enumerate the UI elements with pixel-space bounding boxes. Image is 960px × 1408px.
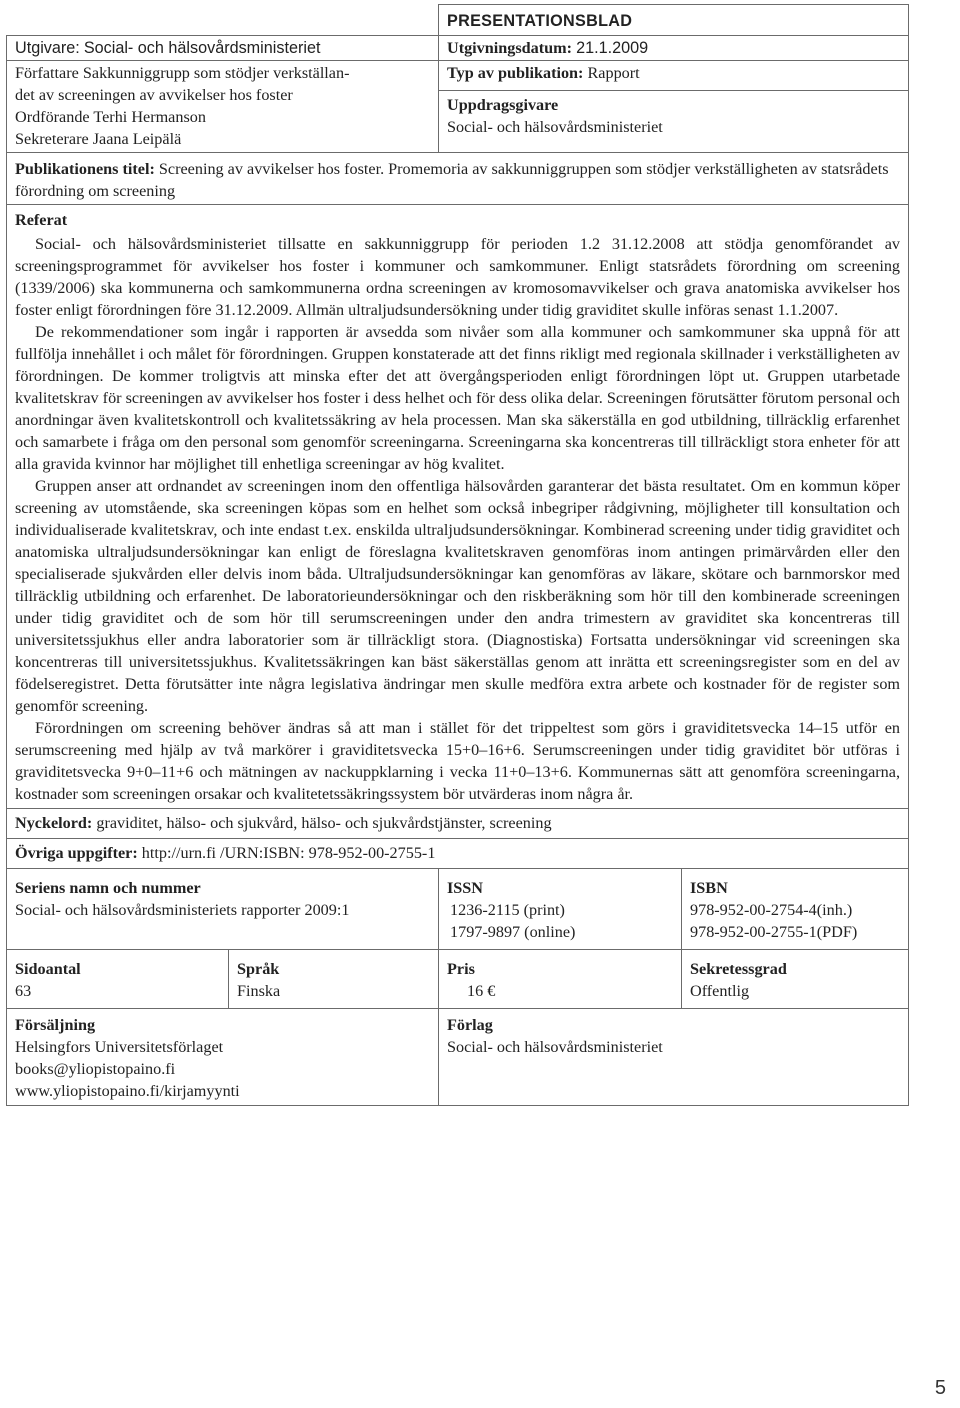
date-cell [439,36,909,61]
pages-cell [7,950,229,1009]
confidentiality-value: Offentlig [690,982,750,1000]
language-value: Finska [237,982,281,1000]
page-number: 5 [934,1377,946,1399]
sales-email-link[interactable]: books@yliopistopaino.fi [15,1060,176,1078]
sales-label: Försäljning [15,1016,96,1034]
series-cell [7,869,439,950]
confidentiality-label: Sekretessgrad [690,960,787,978]
series-value: Social- och hälsovårdsministeriets rapporter 2009:1 [15,901,350,919]
date-label: Utgivningsdatum: [447,39,573,57]
authors-line-2: det av screeningen av avvikelser hos foster [15,86,293,104]
authors-line-1: Sakkunniggrupp som stödjer verkställan- [82,64,350,82]
referat-paragraph-2: De rekommendationer som ingår i rapporten är avsedda som nivåer som alla kommuner och samkommuner ska uppnå för att fullfölja innehållet i och målet för förordningen. Gruppen konstaterade att det finns rikligt med regionala skillnader i verkställigheten av förordningen. De kommer troligtvis att minska efter det att övergångsperioden enligt förordningen löpt ut. Gruppen utarbetade kvalitetskrav för screeningen av avvikelser hos foster i dess helhet och för dess olika delar. Screeningen förutsätter förutom personal och anordningar även kvalitetskontroll och kvalitetssäkring av hela processen. Man ska säkerställa en god utbildning, tillräcklig erfarenhet och samarbete i fråga om den personal som genomför screeningarna. Screeningarna ska koncentreras till tillräckligt stora enheter för att alla gravida kvinnor har möjlighet till enhetliga screeningar av hög kvalitet. [15,323,901,473]
keywords-cell [7,809,909,839]
referat-paragraph-1: Social- och hälsovårdsministeriet tillsatte en sakkunniggrupp för perioden 1.2 31.12.2008 att stödja genomförandet av screeningsprogrammet för avvikelser hos foster i kommuner och samkommuner. Enligt statsrådets förordning om screening (1339/2006) ska kommunerna och samkommunerna ordna screeningen av kromosomavvikelser och grava anatomiska avvikelser hos foster enligt förordningen före 31.12.2009. Allmän ultraljudsundersökning under tidig graviditet skulle införas senast 1.1.2007. [15,235,901,319]
publisher-label: Utgivare: [15,39,80,57]
issn-print: 1236-2115 (print) [450,901,565,919]
sales-line-1: Helsingfors Universitetsförlaget [15,1038,224,1056]
keywords-label: Nyckelord: [15,814,93,832]
commissioner-value: Social- och hälsovårdsministeriet [447,117,663,136]
other-info-value: http://urn.fi /URN:ISBN: 978-952-00-2755-1 [141,844,436,862]
confidentiality-cell [682,950,909,1009]
date-value: 21.1.2009 [576,39,649,57]
publisher-value: Social- och hälsovårdsministeriet [83,39,321,57]
sales-cell [7,1009,439,1106]
language-label: Språk [237,960,280,978]
title-spacer [7,5,439,36]
publisher-box-value: Social- och hälsovårdsministeriet [447,1038,663,1056]
sales-website-link[interactable]: www.yliopistopaino.fi/kirjamyynti [15,1082,240,1100]
publication-title-value: Screening av avvikelser hos foster. Promemoria av sakkunniggruppen som stödjer verkställigheten av statsrådets förordning om screening [15,160,889,200]
issn-label: ISSN [447,879,483,897]
referat-cell [7,205,909,809]
language-cell [229,950,439,1009]
authors-cell [7,61,439,153]
authors-line-3: Ordförande Terhi Hermanson [15,108,206,126]
sheet-title: PRESENTATIONSBLAD [439,5,909,36]
referat-paragraph-4: Förordningen om screening behöver ändras så att man i stället för det trippeltest som görs i graviditetsvecka 14–15 utför en serumscreening med hjälp av två markörer i graviditetsvecka 15+0–16+6. Serumscreeningen under tidig graviditet bör utföras i graviditetsvecka 9+0–11+6 och mätningen av nackuppklarning i vecka 11+0–13+6. Kommunernas sätt att genomföra screeningarna, kostnader som screeningen orsakar och kvalitetetssäkringssystem bör utvärderas inom några år. [15,719,901,803]
commissioner-label: Uppdragsgivare [447,95,559,114]
isbn-print: 978-952-00-2754-4(inh.) [690,901,853,919]
authors-label: Författare [15,64,79,82]
issn-cell [439,869,682,950]
price-cell [439,950,682,1009]
isbn-cell [682,869,909,950]
series-label: Seriens namn och nummer [15,879,201,897]
publication-title-cell [7,153,909,205]
referat-paragraph-3: Gruppen anser att ordnandet av screeningen inom den offentliga hälsovården garanterar det bästa resultatet. Om en kommun köper screening av utomstående, ska screeningen köpas som en helhet som också inbegriper rådgivning, möjligheter till konsultation och individualiserade kvalitetskrav, och inte endast t.ex. enskilda ultraljudsundersökningar. Kombinerad screening under tidig graviditet och anatomiska ultraljudsundersökningar kan enligt de föreslagna kvalitetskraven genomföras inom antingen primärvården eller den specialiserade sjukvården eller delvis inom båda. Ultraljudsundersökningar kan genomföras av läkare, skötare och barnmorskor med tillräcklig utbildning och erfarenhet. De laboratorieundersökningar och den riskberäkning som hör till den kombinerade screeningen under tidig graviditet och de som hör till serumscreeningen under den andra trimestern av graviditet ska koncentreras till universitetssjukhus eller andra laboratorier som är tillräckligt stora. (Diagnostiska) Fortsatta undersökningar vid screeningen ska koncentreras till universitetssjukhus. Kvalitetssäkringen kan bäst säkerställas genom att inrätta ett screeningsregister som en del av födelseregistret. Detta förutsätter inte några legislativa ändringar men skulle medföra extra arbete och kostnader för de register som genomför screening. [15,477,901,715]
publisher-box-label: Förlag [447,1016,493,1034]
type-value: Rapport [587,64,640,82]
authors-line-4: Sekreterare Jaana Leipälä [15,130,182,148]
price-label: Pris [447,960,475,978]
publication-title-label: Publikationens titel: [15,160,155,178]
keywords-value: graviditet, hälso- och sjukvård, hälso- och sjukvårdstjänster, screening [96,814,552,832]
isbn-pdf: 978-952-00-2755-1(PDF) [690,923,858,941]
type-cell [439,61,909,91]
form-table [6,4,909,1106]
type-label: Typ av publikation: [447,64,584,82]
pages-label: Sidoantal [15,960,81,978]
isbn-label: ISBN [690,879,728,897]
commissioner-cell [439,90,909,152]
other-info-cell [7,839,909,869]
other-info-label: Övriga uppgifter: [15,844,138,862]
price-value: 16 € [467,982,496,1000]
publisher-box-cell [439,1009,909,1106]
presentation-sheet [6,4,908,1106]
pages-value: 63 [15,982,32,1000]
referat-label: Referat [15,211,68,229]
issn-online: 1797-9897 (online) [450,923,576,941]
publisher-cell [7,36,439,61]
